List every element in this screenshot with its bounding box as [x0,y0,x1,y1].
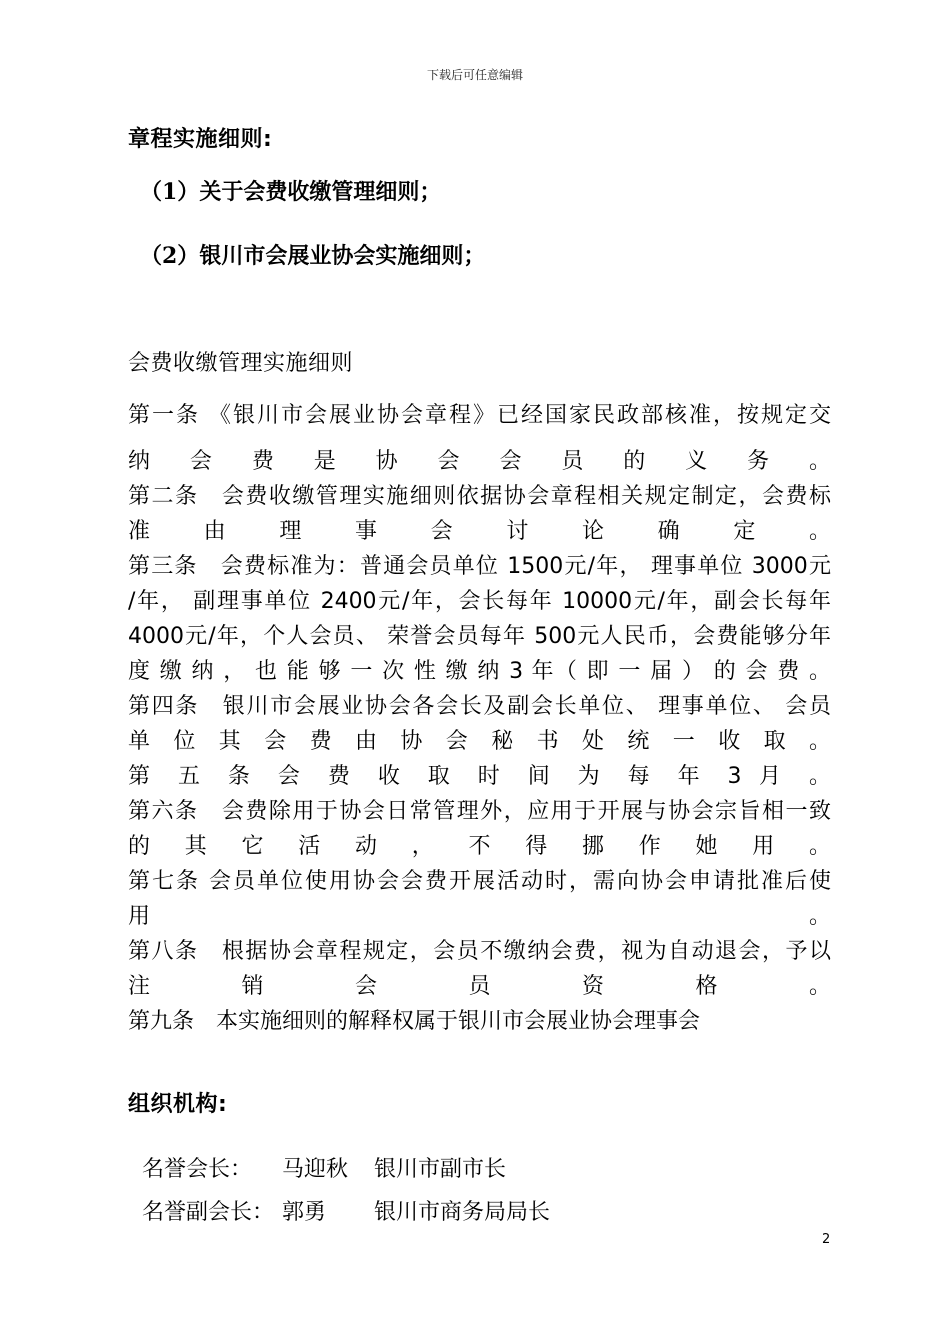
list-number: （1） [140,179,200,205]
page-header-note: 下载后可任意编辑 [426,68,523,82]
rules-list-item-1 [140,175,441,206]
article-line: 纳 会 费 是 协 会 会 员 的 义 务 。 [128,449,831,474]
article-line: 第 五 条 会 费 收 取 时 间 为 每 年 3 月 。 [128,764,831,789]
article-line: 第一条 《银川市会展业协会章程》已经国家民政部核准，按规定交 [128,403,831,428]
org-row-honorary-vice-president [128,1170,550,1226]
org-position: 银川市商务局局长 [374,1200,551,1225]
list-text: 关于会费收缴管理细则； [199,180,442,205]
article-line: 单 位 其 会 费 由 协 会 秘 书 处 统 一 收 取 。 [128,729,831,754]
article-line: 第三条 会费标准为：普通会员单位 1500元/年， 理事单位 3000元 [128,554,831,579]
article-line: 第九条 本实施细则的解释权属于银川市会展业协会理事会 [128,1009,701,1034]
org-section-title: 组织机构: [128,1092,228,1117]
article-line: 准 由 理 事 会 讨 论 确 定 。 [128,519,831,544]
org-role: 名誉会长： [142,1157,253,1182]
article-line: 第八条 根据协会章程规定，会员不缴纳会费，视为自动退会，予以 [128,939,831,964]
list-number: （2） [140,243,200,269]
article-line: 第七条 会员单位使用协会会费开展活动时，需向协会申请批准后使 [128,869,831,894]
list-text: 银川市会展业协会实施细则； [199,244,486,269]
org-position: 银川市副市长 [374,1157,507,1182]
page-number: 2 [822,1232,831,1247]
rules-section-title: 章程实施细则: [128,127,273,152]
org-person: 郭勇 [282,1200,327,1225]
article-line: 用 。 [128,904,831,929]
rules-list-item-2 [140,239,485,270]
article-line: 第六条 会费除用于协会日常管理外，应用于开展与协会宗旨相一致 [128,799,831,824]
article-line: 第二条 会费收缴管理实施细则依据协会章程相关规定制定，会费标 [128,484,831,509]
org-person: 马迎秋 [282,1157,349,1182]
fee-section-title: 会费收缴管理实施细则 [128,351,354,376]
article-line: 注 销 会 员 资 格 。 [128,974,831,999]
article-line: 度 缴 纳 ， 也 能 够 一 次 性 缴 纳 3 年（ 即 一 届 ） 的 会 费 。 [128,659,831,684]
article-line: /年， 副理事单位 2400元/年，会长每年 10000元/年，副会长每年 [128,589,831,614]
article-line: 的 其 它 活 动 ， 不 得 挪 作 她 用 。 [128,834,831,859]
article-line: 4000元/年，个人会员、 荣誉会员每年 500元人民币，会费能够分年 [128,624,831,649]
org-role: 名誉副会长： [142,1200,275,1225]
article-line: 第四条 银川市会展业协会各会长及副会长单位、 理事单位、 会员 [128,694,831,719]
